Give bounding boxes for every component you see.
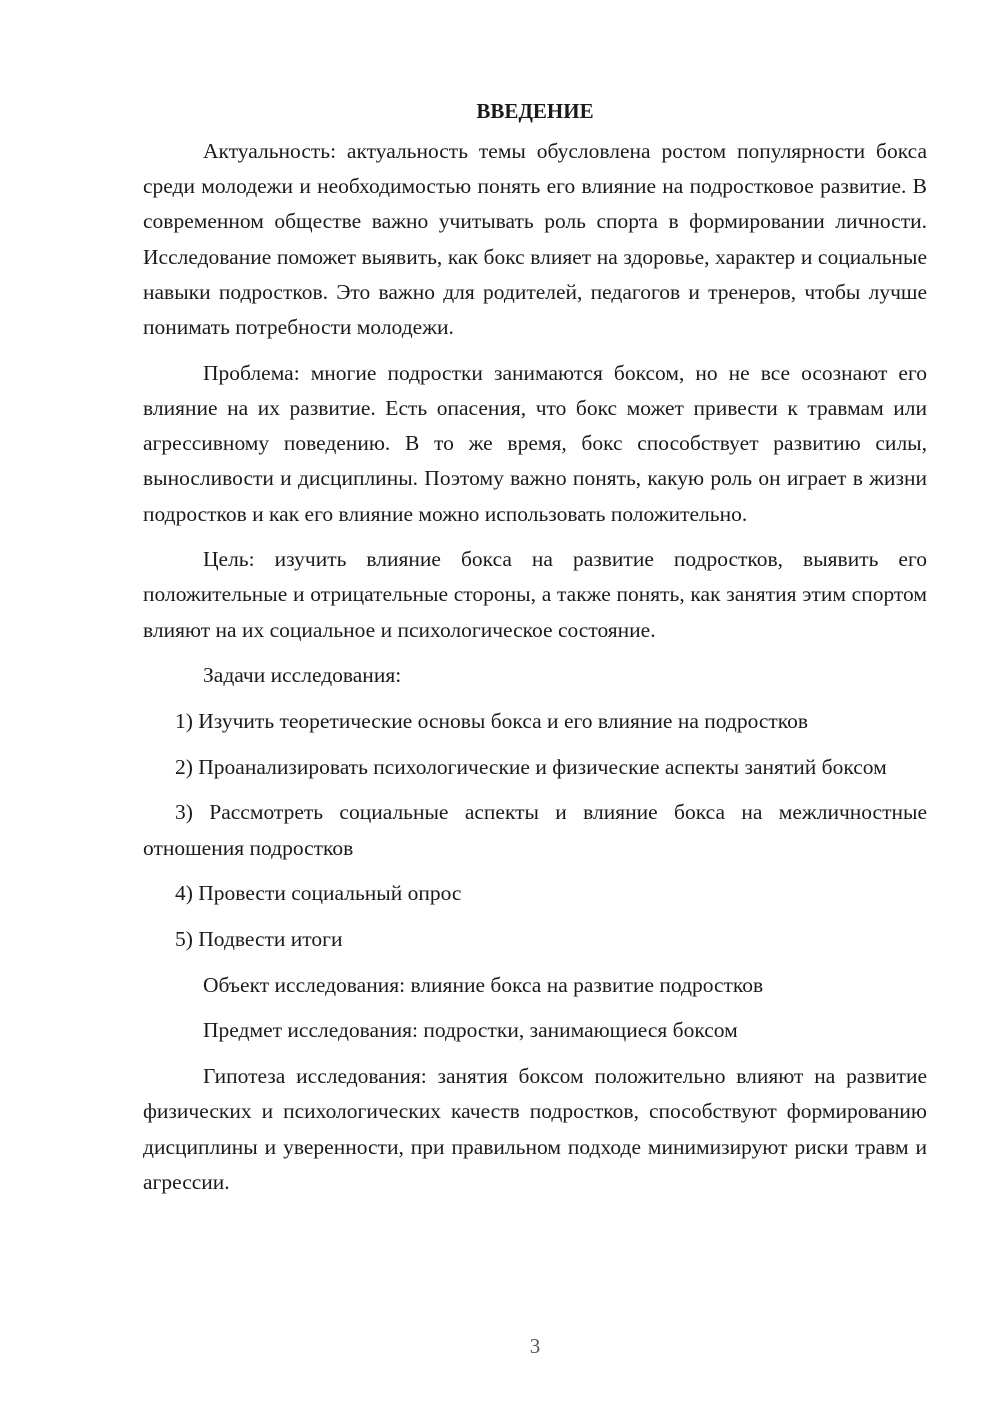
section-title: ВВЕДЕНИЕ xyxy=(476,99,594,123)
task-item: 1) Изучить теоретические основы бокса и его влияние на подростков xyxy=(175,709,809,734)
problem-paragraph: Проблема: многие подростки занимаются боксом, но не все осознают его влияние на их развитие. Есть опасения, что бокс может привести к травмам или агрессивному поведению. В то же время, бокс способствует развитию силы, выносливости и дисциплины. Поэтому важно понять, какую роль он играет в жизни подростков и как его влияние можно использовать положительно. xyxy=(143,360,927,526)
task-item: 3) Рассмотреть социальные аспекты и влияние бокса на межличностные отношения подростков xyxy=(143,800,927,860)
page-number: 3 xyxy=(529,1334,541,1358)
document-page xyxy=(143,96,927,1210)
relevance-paragraph: Актуальность: актуальность темы обусловлена ростом популярности бокса среди молодежи и необходимостью понять его влияние на подростковое развитие. В современном обществе важно учитывать роль спорта в формировании личности. Исследование поможет выявить, как бокс влияет на здоровье, характер и социальные навыки подростков. Это важно для родителей, педагогов и тренеров, чтобы лучше понимать потребности молодежи. xyxy=(143,139,927,340)
hypothesis-paragraph: Гипотеза исследования: занятия боксом положительно влияют на развитие физических и психологических качеств подростков, способствуют формированию дисциплины и уверенности, при правильном подходе минимизируют риски травм и агрессии. xyxy=(143,1064,927,1194)
object-paragraph: Объект исследования: влияние бокса на развитие подростков xyxy=(203,972,764,997)
subject-paragraph: Предмет исследования: подростки, занимающиеся боксом xyxy=(203,1018,738,1043)
tasks-heading: Задачи исследования: xyxy=(203,663,402,688)
task-item: 5) Подвести итоги xyxy=(175,927,343,952)
task-item: 2) Проанализировать психологические и физические аспекты занятий боксом xyxy=(175,754,887,779)
goal-paragraph: Цель: изучить влияние бокса на развитие подростков, выявить его положительные и отрицательные стороны, а также понять, как занятия этим спортом влияют на их социальное и психологическое состояние. xyxy=(143,547,927,642)
task-item: 4) Провести социальный опрос xyxy=(175,881,462,906)
